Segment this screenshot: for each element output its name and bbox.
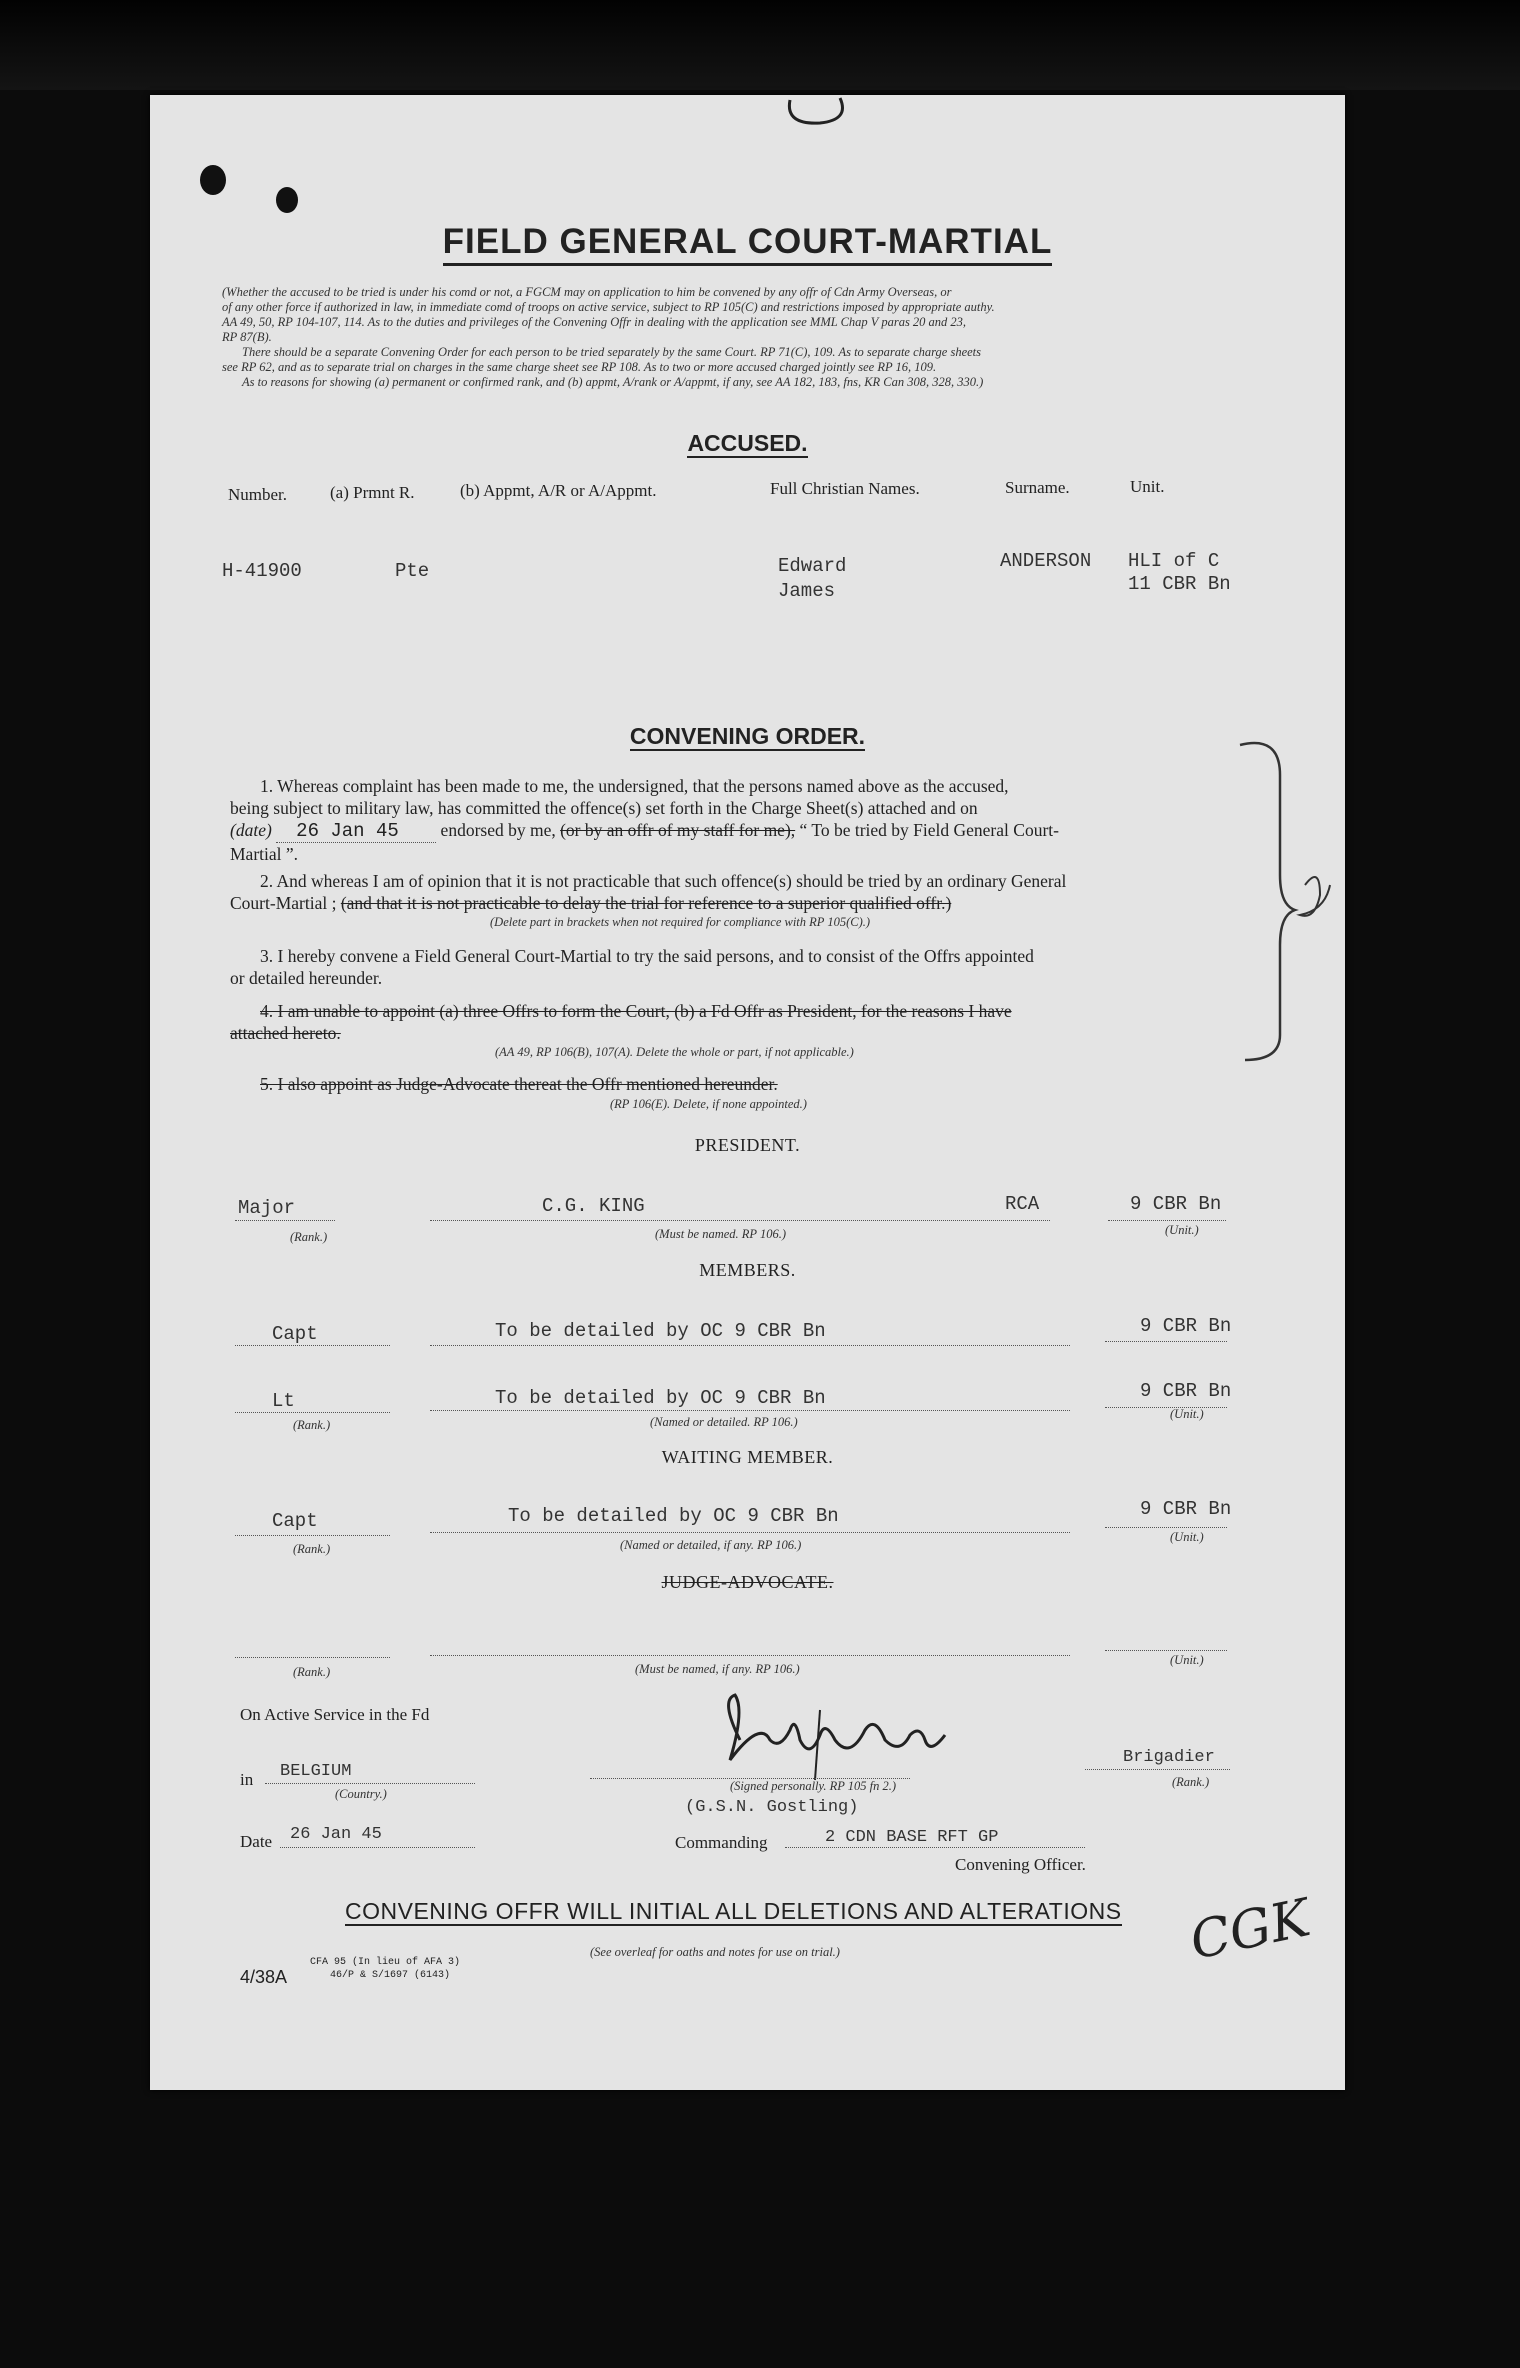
accused-number: H-41900 [222,560,302,582]
judge-advocate-heading: JUDGE-ADVOCATE. [661,1572,834,1592]
col-names-label: Full Christian Names. [770,479,920,498]
overleaf-note: (See overleaf for oaths and notes for use on trial.) [590,1945,840,1959]
note-line: of any other force if authorized in law, in immediate comd of troops on active service, subject to RP 105(C) and restrictions imposed by appropriate authy. [222,300,995,314]
signature-mark [700,1680,960,1790]
rank-caption: (Rank.) [293,1542,331,1556]
p4-note: (AA 49, RP 106(B), 107(A). Delete the whole or part, if not applicable.) [495,1045,854,1059]
accused-rank: Pte [395,560,430,582]
unit-caption: (Unit.) [1170,1653,1204,1667]
unit-caption: (Unit.) [1170,1407,1204,1421]
col-appmt-label: (b) Appmt, A/R or A/Appmt. [460,481,657,500]
name-caption: (Must be named. RP 106.) [655,1227,786,1241]
member-1-unit: 9 CBR Bn [1140,1315,1232,1337]
country-in-label: in [240,1770,254,1789]
rank-caption: (Rank.) [1172,1775,1210,1789]
member-2-rank: Lt [272,1390,295,1412]
ink-blot [200,165,226,195]
note-line: AA 49, 50, RP 104-107, 114. As to the duties and privileges of the Convening Offr in dealing with the application see MML Chap V paras 20 and 23, [222,315,967,329]
p2-text: Court-Martial ; [230,893,337,913]
country-line [265,1783,475,1784]
p2-line [230,892,1270,914]
rank-line [235,1657,390,1658]
name-line [430,1655,1070,1656]
unit-line [1105,1407,1227,1408]
rank-line [235,1412,390,1413]
president-corps: RCA [1005,1193,1040,1215]
president-name: C.G. KING [542,1195,645,1217]
col-rank-label: (a) Prmnt R. [330,483,415,502]
waiting-member-unit: 9 CBR Bn [1140,1498,1232,1520]
form-reference: 46/P & S/1697 (6143) [330,1970,451,1981]
accused-unit-line2: 11 CBR Bn [1128,573,1231,595]
unit-caption: (Unit.) [1165,1223,1199,1237]
p2-note: (Delete part in brackets when not required for compliance with RP 105(C).) [490,915,871,929]
name-line [430,1410,1070,1411]
note-line: As to reasons for showing (a) permanent or confirmed rank, and (b) appmt, A/rank or A/appmt, if any, see AA 182, 183, fns, KR Can 308, 328, 330.) [242,375,984,389]
paragraph-5 [230,1073,1270,1095]
name-caption: (Named or detailed. RP 106.) [650,1415,798,1429]
note-line: see RP 62, and as to separate trial on charges in the same charge sheet see RP 108. As to two or more accused charged jointly see RP 16, 109. [222,360,937,374]
note-line: RP 87(B). [222,330,272,344]
name-line [430,1532,1070,1533]
punch-hole-mark [780,95,860,135]
name-line [430,1220,1050,1221]
form-reference: CFA 95 (In lieu of AFA 3) [310,1957,461,1968]
note-line: There should be a separate Convening Order for each person to be tried separately by the same Court. RP 71(C), 109. As to separate charge sheets [242,345,982,359]
signed-caption: (Signed personally. RP 105 fn 2.) [730,1779,897,1793]
president-rank: Major [238,1197,296,1219]
waiting-member-heading: WAITING MEMBER. [661,1447,834,1467]
margin-bracket-mark [1235,735,1345,1065]
rank-line [235,1535,390,1536]
accused-middle-name: James [778,580,836,602]
command-line [785,1847,1085,1848]
member-2-unit: 9 CBR Bn [1140,1380,1232,1402]
country-caption: (Country.) [335,1787,387,1801]
document-page [150,95,1345,2090]
signer-name: (G.S.N. Gostling) [685,1798,859,1817]
member-2-name: To be detailed by OC 9 CBR Bn [495,1387,826,1409]
commanding-label: Commanding [675,1833,768,1852]
form-title: FIELD GENERAL COURT-MARTIAL [150,222,1345,262]
name-caption: (Must be named, if any. RP 106.) [635,1662,800,1676]
rank-line [1085,1769,1230,1770]
waiting-member-rank: Capt [272,1510,318,1532]
name-caption: (Named or detailed, if any. RP 106.) [620,1538,802,1552]
ink-blot [276,187,298,213]
paragraph-1 [230,775,1270,865]
p3-line: or detailed hereunder. [230,968,383,988]
deletions-notice: CONVENING OFFR WILL INITIAL ALL DELETIONS AND ALTERATIONS [345,1898,1122,1924]
p4-line: attached hereto. [230,1023,341,1043]
p3-line: 3. I hereby convene a Field General Court-Martial to try the said persons, and to consist of the Offrs appointed [260,946,1034,966]
note-line: (Whether the accused to be tried is under his comd or not, a FGCM may on application to him be convened by any offr of Cdn Army Overseas, or [222,285,952,299]
scan-border-top [0,0,1520,90]
convening-officer-label: Convening Officer. [955,1855,1086,1874]
unit-line [1105,1650,1227,1651]
col-unit-label: Unit. [1130,477,1165,496]
signer-rank: Brigadier [1123,1748,1215,1767]
p1-date-line [230,819,1270,843]
unit-line [1105,1341,1227,1342]
form-number: 4/38A [240,1967,288,1987]
col-number-label: Number. [228,485,288,504]
p1-line: 1. Whereas complaint has been made to me, the undersigned, that the persons named above as the accused, [260,776,1009,796]
struck-text: (and that it is not practicable to delay the trial for reference to a superior qualified offr.) [340,893,952,913]
paragraph-2 [230,870,1270,914]
col-surname-label: Surname. [1005,478,1070,497]
country-value: BELGIUM [280,1762,352,1781]
name-line [430,1345,1070,1346]
unit-line [1105,1527,1227,1528]
date-label: (date) [230,820,272,840]
member-1-name: To be detailed by OC 9 CBR Bn [495,1320,826,1342]
date-value: 26 Jan 45 [290,1825,382,1844]
handwritten-initials: CGK [1185,1888,1316,1972]
member-1-rank: Capt [272,1323,318,1345]
command-value: 2 CDN BASE RFT GP [825,1828,999,1847]
paragraph-3 [230,945,1270,989]
accused-heading: ACCUSED. [687,430,808,456]
active-service-label: On Active Service in the Fd [240,1705,430,1724]
date-label: Date [240,1832,273,1851]
p1-text: “ To be tried by Field General Court- [799,820,1059,840]
complaint-date: 26 Jan 45 [276,820,436,843]
p4-line: 4. I am unable to appoint (a) three Offrs to form the Court, (b) a Fd Offr as President, for the reasons I have [260,1001,1012,1021]
rank-line [235,1345,390,1346]
members-heading: MEMBERS. [699,1260,796,1280]
rank-line [235,1220,335,1221]
rank-caption: (Rank.) [290,1230,328,1244]
p5-line: 5. I also appoint as Judge-Advocate thereat the Offr mentioned hereunder. [260,1074,778,1094]
rank-caption: (Rank.) [293,1418,331,1432]
convening-order-heading: CONVENING ORDER. [629,723,866,749]
accused-surname: ANDERSON [1000,550,1092,572]
president-unit: 9 CBR Bn [1130,1193,1222,1215]
president-heading: PRESIDENT. [694,1135,801,1155]
paragraph-4 [230,1000,1270,1044]
unit-caption: (Unit.) [1170,1530,1204,1544]
accused-first-name: Edward [778,555,847,577]
p2-line: 2. And whereas I am of opinion that it is not practicable that such offence(s) should be tried by an ordinary General [260,871,1067,891]
waiting-member-name: To be detailed by OC 9 CBR Bn [508,1505,839,1527]
rank-caption: (Rank.) [293,1665,331,1679]
date-line [280,1847,475,1848]
accused-unit-line1: HLI of C [1128,550,1220,572]
struck-text: (or by an offr of my staff for me), [560,820,796,840]
unit-line [1108,1220,1226,1221]
p1-text: endorsed by me, [440,820,556,840]
p1-line: being subject to military law, has committed the offence(s) set forth in the Charge Sheet(s) attached and on [230,798,978,818]
instructions-note [222,285,1262,390]
p5-note: (RP 106(E). Delete, if none appointed.) [610,1097,807,1111]
p1-line: Martial ”. [230,844,299,864]
